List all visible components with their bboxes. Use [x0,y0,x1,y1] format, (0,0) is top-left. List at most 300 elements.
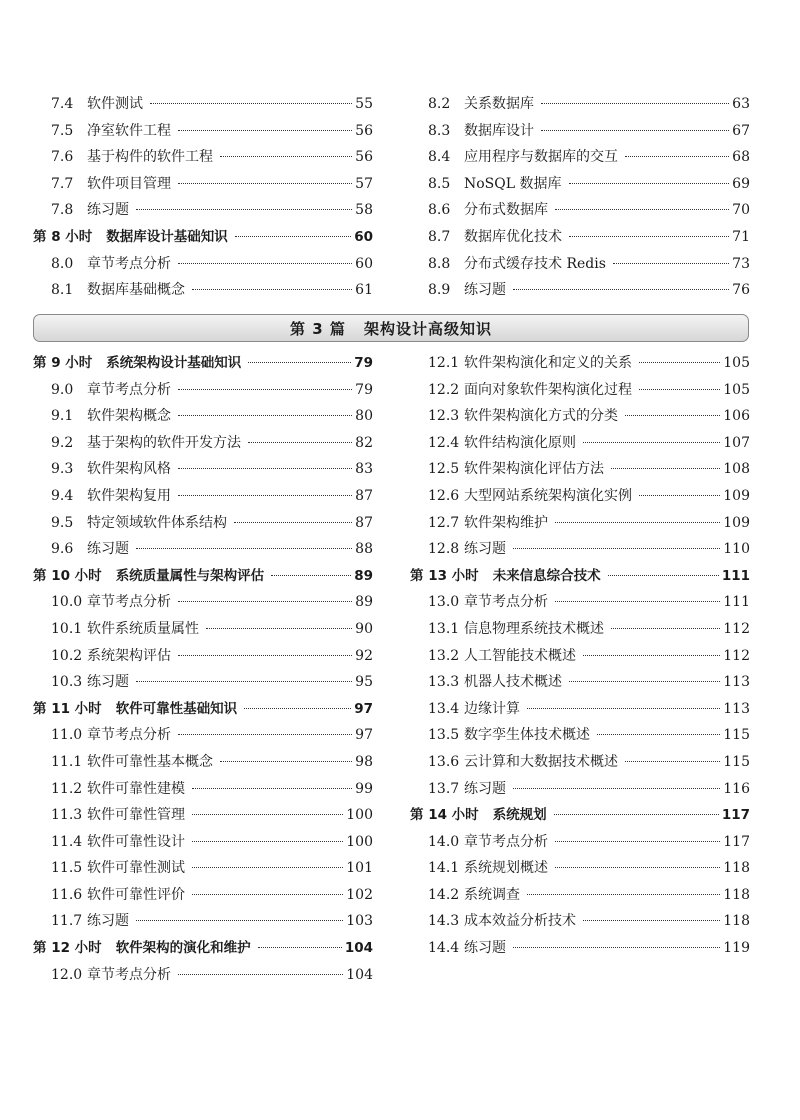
section-page-number: 71 [732,228,750,245]
leader-dots [555,601,720,602]
section-page-number: 113 [723,700,750,717]
section-title: 软件系统质量属性 [87,620,199,637]
leader-dots [220,156,352,157]
toc-section-row [410,643,750,670]
section-title: 软件架构复用 [87,487,171,504]
section-page-number: 109 [723,487,750,504]
section-page-number: 104 [346,966,373,983]
section-number: 14.0 [428,833,460,850]
leader-dots [639,495,720,496]
section-title: 人工智能技术概述 [464,647,576,664]
section-page-number: 98 [355,753,373,770]
chapter-title: 数据库设计基础知识 [106,228,228,245]
section-number: 9.0 [51,381,74,398]
part-title: 架构设计高级知识 [363,319,492,338]
section-title: 软件结构演化原则 [464,434,576,451]
leader-dots [513,548,720,549]
chapter-label: 第 8 小时 [33,228,93,245]
section-title: 机器人技术概述 [464,674,562,691]
section-page-number: 102 [346,886,373,903]
leader-dots [608,575,719,576]
leader-dots [513,788,720,789]
toc-section-row [410,456,750,483]
chapter-label: 第 12 小时 [33,940,102,957]
chapter-page-number: 117 [721,807,750,824]
section-title: 章节考点分析 [464,833,548,850]
toc-section-row [410,430,750,457]
section-number: 7.8 [51,202,74,219]
leader-dots [136,681,352,682]
section-number: 9.4 [51,487,74,504]
toc-section-row [410,935,750,962]
section-page-number: 105 [723,381,750,398]
section-title: 章节考点分析 [87,966,171,983]
toc-section-row [410,882,750,909]
leader-dots [625,761,720,762]
section-number: 8.3 [428,122,451,139]
section-number: 13.5 [428,727,460,744]
section-number: 8.9 [428,282,451,299]
leader-dots [206,628,352,629]
section-page-number: 56 [355,149,373,166]
toc-section-row [410,377,750,404]
section-title: 基于架构的软件开发方法 [87,434,241,451]
leader-dots [569,236,729,237]
section-number: 8.1 [51,282,74,299]
section-title: 分布式数据库 [464,202,548,219]
section-title: 软件可靠性基本概念 [87,753,213,770]
section-number: 13.1 [428,620,460,637]
toc-section-row [410,536,750,563]
section-number: 12.2 [428,381,460,398]
leader-dots [555,522,720,523]
toc-section-row [33,277,373,304]
section-page-number: 76 [732,282,750,299]
section-page-number: 118 [723,860,750,877]
section-title: 练习题 [87,674,129,691]
leader-dots [136,548,352,549]
section-title: 软件架构演化评估方法 [464,461,604,478]
section-title: 数据库优化技术 [464,228,562,245]
leader-dots [178,263,352,264]
section-number: 12.1 [428,355,460,371]
section-number: 12.8 [428,541,460,558]
leader-dots [178,415,352,416]
toc-chapter-row [410,802,750,829]
chapter-title: 软件可靠性基础知识 [115,700,238,717]
section-number: 8.0 [51,255,74,272]
section-title: 章节考点分析 [87,594,171,611]
section-title: 数字孪生体技术概述 [464,727,590,744]
section-title: 练习题 [464,282,506,299]
section-page-number: 68 [732,149,750,166]
chapter-title: 未来信息综合技术 [492,567,601,584]
leader-dots [513,947,720,948]
leader-dots [258,947,342,948]
chapter-page-number: 111 [721,567,750,584]
section-title: 软件架构维护 [464,514,548,531]
toc-section-row [33,669,373,696]
chapter-page-number: 97 [354,700,373,717]
section-page-number: 117 [723,833,750,850]
leader-dots [178,183,352,184]
section-page-number: 83 [355,461,373,478]
toc-section-row [410,510,750,537]
toc-section-row [33,118,373,145]
section-number: 11.7 [51,913,83,930]
leader-dots [192,814,343,815]
section-number: 7.6 [51,149,74,166]
section-title: 应用程序与数据库的交互 [464,149,618,166]
toc-section-row [33,776,373,803]
part-label: 第 3 篇 [290,319,346,338]
toc-section-row [410,403,750,430]
leader-dots [235,236,351,237]
section-title: 软件架构演化和定义的关系 [464,355,632,371]
section-page-number: 97 [355,727,373,744]
chapter-page-number: 89 [354,567,373,584]
section-number: 11.6 [51,886,83,903]
toc-section-row [33,377,373,404]
toc-section-row [410,776,750,803]
section-page-number: 112 [723,647,750,664]
leader-dots [555,841,720,842]
section-title: 练习题 [464,780,506,797]
section-page-number: 100 [346,833,373,850]
section-title: 净室软件工程 [87,122,171,139]
chapter-page-number: 60 [354,228,373,245]
section-title: 云计算和大数据技术概述 [464,753,618,770]
leader-dots [248,442,352,443]
section-number: 11.5 [51,860,83,877]
leader-dots [178,734,352,735]
section-number: 9.2 [51,434,74,451]
section-number: 13.2 [428,647,460,664]
toc-section-row [33,829,373,856]
section-number: 8.7 [428,228,451,245]
section-title: 练习题 [464,541,506,558]
section-number: 8.2 [428,96,451,112]
leader-dots [271,575,351,576]
chapter-label: 第 13 小时 [410,567,479,584]
section-page-number: 61 [355,282,373,299]
leader-dots [569,681,720,682]
leader-dots [248,362,351,363]
leader-dots [178,601,352,602]
leader-dots [569,183,730,184]
toc-section-row [33,251,373,278]
section-page-number: 70 [732,202,750,219]
section-number: 9.6 [51,541,74,558]
section-number: 10.2 [51,647,83,664]
toc-section-row [33,456,373,483]
section-title: 特定领域软件体系结构 [87,514,227,531]
section-title: 分布式缓存技术 Redis [464,255,606,272]
toc-section-row [33,430,373,457]
toc-chapter-row [33,224,373,251]
section-title: 练习题 [87,202,129,219]
toc-section-row [410,829,750,856]
toc-section-row [33,616,373,643]
section-title: 章节考点分析 [87,255,171,272]
toc-section-row [410,669,750,696]
chapter-label: 第 9 小时 [33,355,93,371]
toc-section-row [33,749,373,776]
leader-dots [178,130,352,131]
section-page-number: 73 [732,255,750,272]
section-title: 系统架构评估 [87,647,171,664]
toc-chapter-row [33,350,373,377]
leader-dots [192,867,343,868]
section-page-number: 101 [346,860,373,877]
section-page-number: 57 [355,175,373,192]
toc-section-row [410,749,750,776]
leader-dots [136,920,343,921]
leader-dots [192,289,352,290]
section-title: 章节考点分析 [87,381,171,398]
section-page-number: 115 [723,753,750,770]
leader-dots [555,209,729,210]
section-title: 软件架构风格 [87,461,171,478]
section-title: NoSQL 数据库 [464,175,562,192]
toc-section-row [410,350,750,377]
toc-section-row [410,616,750,643]
toc-column-bottom-left [33,350,373,988]
section-title: 面向对象软件架构演化过程 [464,381,632,398]
chapter-page-number: 104 [344,940,373,957]
section-page-number: 87 [355,514,373,531]
toc-chapter-row [33,563,373,590]
chapter-label: 第 14 小时 [410,807,479,824]
section-page-number: 63 [732,96,750,112]
leader-dots [244,708,351,709]
leader-dots [178,389,352,390]
section-number: 7.4 [51,96,74,112]
leader-dots [611,628,720,629]
section-title: 基于构件的软件工程 [87,149,213,166]
section-number: 14.1 [428,860,460,877]
section-title: 软件可靠性管理 [87,807,185,824]
toc-section-row [410,277,750,304]
section-number: 9.5 [51,514,74,531]
toc-section-row [410,483,750,510]
toc-section-row [33,962,373,989]
leader-dots [220,761,352,762]
section-page-number: 113 [723,674,750,691]
section-page-number: 106 [723,408,750,425]
section-title: 边缘计算 [464,700,520,717]
section-number: 12.0 [51,966,83,983]
toc-column-bottom-right [410,350,750,962]
leader-dots [625,156,729,157]
section-title: 成本效益分析技术 [464,913,576,930]
leader-dots [555,867,720,868]
toc-section-row [410,91,750,118]
section-page-number: 55 [355,96,373,112]
leader-dots [639,389,720,390]
section-title: 章节考点分析 [87,727,171,744]
leader-dots [192,841,343,842]
section-page-number: 56 [355,122,373,139]
section-title: 软件架构演化方式的分类 [464,408,618,425]
section-number: 13.7 [428,780,460,797]
section-title: 软件可靠性测试 [87,860,185,877]
section-number: 13.4 [428,700,460,717]
section-page-number: 69 [732,175,750,192]
section-page-number: 87 [355,487,373,504]
section-number: 12.4 [428,434,460,451]
section-number: 11.2 [51,780,83,797]
section-title: 软件可靠性建模 [87,780,185,797]
toc-section-row [33,144,373,171]
section-page-number: 103 [346,913,373,930]
section-number: 7.7 [51,175,74,192]
section-page-number: 116 [723,780,750,797]
section-page-number: 108 [723,461,750,478]
section-title: 练习题 [87,913,129,930]
section-number: 10.1 [51,620,83,637]
section-page-number: 60 [355,255,373,272]
section-number: 10.3 [51,674,83,691]
section-page-number: 79 [355,381,373,398]
section-page-number: 100 [346,807,373,824]
toc-section-row [410,144,750,171]
toc-section-row [33,855,373,882]
section-title: 数据库设计 [464,122,534,139]
toc-chapter-row [33,696,373,723]
chapter-title: 软件架构的演化和维护 [115,940,251,957]
chapter-title: 系统架构设计基础知识 [106,355,242,371]
leader-dots [639,362,720,363]
toc-section-row [410,251,750,278]
section-title: 软件可靠性设计 [87,833,185,850]
section-page-number: 58 [355,202,373,219]
section-number: 12.3 [428,408,460,425]
leader-dots [583,920,720,921]
section-page-number: 107 [723,434,750,451]
chapter-title: 系统质量属性与架构评估 [115,567,265,584]
toc-section-row [33,643,373,670]
section-title: 软件可靠性评价 [87,886,185,903]
section-number: 13.0 [428,594,460,611]
toc-section-row [33,483,373,510]
toc-section-row [33,171,373,198]
section-page-number: 99 [355,780,373,797]
section-title: 系统调查 [464,886,520,903]
section-number: 14.2 [428,886,460,903]
section-number: 14.4 [428,940,460,957]
section-title: 练习题 [464,940,506,957]
toc-section-row [33,722,373,749]
section-page-number: 110 [723,541,750,558]
toc-column-top-left [33,91,373,304]
leader-dots [178,468,352,469]
toc-section-row [33,510,373,537]
leader-dots [513,289,729,290]
section-number: 12.7 [428,514,460,531]
toc-section-row [410,224,750,251]
leader-dots [597,734,720,735]
section-number: 10.0 [51,594,83,611]
chapter-page-number: 79 [354,355,373,371]
toc-section-row [33,197,373,224]
section-page-number: 95 [355,674,373,691]
section-number: 11.3 [51,807,83,824]
leader-dots [178,495,352,496]
section-title: 系统规划概述 [464,860,548,877]
leader-dots [136,209,352,210]
toc-section-row [410,171,750,198]
toc-section-row [410,696,750,723]
leader-dots [234,522,352,523]
section-number: 8.6 [428,202,451,219]
leader-dots [178,974,343,975]
section-number: 11.4 [51,833,83,850]
section-page-number: 80 [355,408,373,425]
section-title: 练习题 [87,541,129,558]
toc-section-row [410,722,750,749]
section-number: 9.3 [51,461,74,478]
section-number: 11.0 [51,727,83,744]
section-page-number: 119 [723,940,750,957]
section-page-number: 89 [355,594,373,611]
section-number: 13.6 [428,753,460,770]
toc-section-row [33,91,373,118]
section-page-number: 109 [723,514,750,531]
section-page-number: 92 [355,647,373,664]
section-page-number: 88 [355,541,373,558]
section-title: 软件架构概念 [87,408,171,425]
toc-section-row [33,403,373,430]
toc-section-row [410,197,750,224]
chapter-label: 第 11 小时 [33,700,102,717]
chapter-title: 系统规划 [492,807,547,824]
leader-dots [583,442,720,443]
toc-section-row [33,882,373,909]
leader-dots [192,788,352,789]
toc-section-row [33,802,373,829]
section-number: 8.8 [428,255,451,272]
section-title: 软件测试 [87,96,143,112]
toc-section-row [33,536,373,563]
section-page-number: 105 [723,355,750,371]
leader-dots [583,655,720,656]
section-title: 关系数据库 [464,96,534,112]
toc-column-top-right [410,91,750,304]
section-number: 13.3 [428,674,460,691]
section-title: 大型网站系统架构演化实例 [464,487,632,504]
section-page-number: 118 [723,913,750,930]
section-page-number: 111 [723,594,750,611]
toc-section-row [410,589,750,616]
section-page-number: 112 [723,620,750,637]
leader-dots [611,468,720,469]
section-title: 章节考点分析 [464,594,548,611]
leader-dots [527,708,720,709]
section-number: 7.5 [51,122,74,139]
section-number: 9.1 [51,408,74,425]
section-page-number: 90 [355,620,373,637]
section-title: 信息物理系统技术概述 [464,620,604,637]
leader-dots [192,894,343,895]
toc-chapter-row [33,935,373,962]
leader-dots [541,130,729,131]
section-number: 14.3 [428,913,460,930]
section-page-number: 115 [723,727,750,744]
leader-dots [150,103,352,104]
section-number: 8.5 [428,175,451,192]
section-number: 8.4 [428,149,451,166]
